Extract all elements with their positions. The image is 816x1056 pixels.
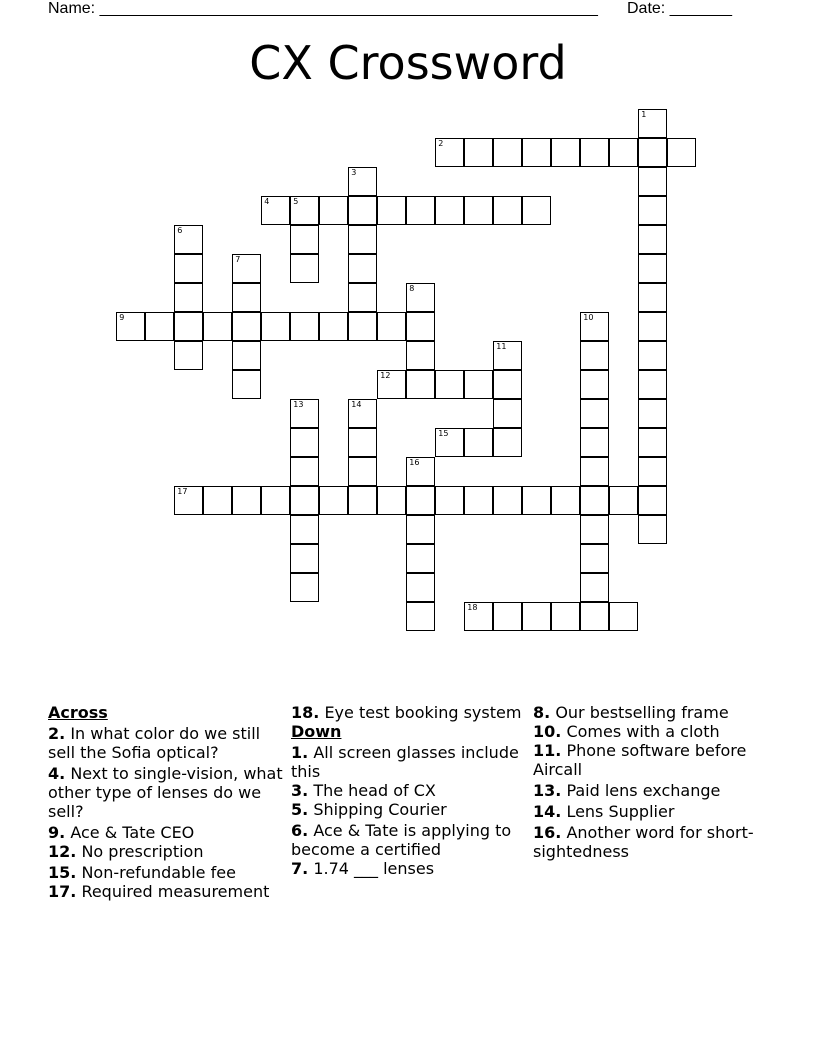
grid-cell[interactable]	[464, 196, 493, 225]
grid-cell[interactable]	[348, 254, 377, 283]
grid-cell[interactable]	[290, 486, 319, 515]
grid-cell[interactable]	[406, 573, 435, 602]
grid-cell[interactable]	[174, 486, 203, 515]
grid-cell[interactable]	[638, 341, 667, 370]
cell-number: 1	[641, 110, 647, 120]
grid-cell[interactable]	[406, 515, 435, 544]
grid-cell[interactable]	[551, 486, 580, 515]
clues-column-3	[533, 703, 773, 863]
grid-cell[interactable]	[290, 428, 319, 457]
clues-column-2	[291, 703, 531, 880]
grid-cell[interactable]	[638, 428, 667, 457]
grid-cell[interactable]	[377, 196, 406, 225]
grid-cell[interactable]	[174, 341, 203, 370]
clue-across-4: 4. Next to single-vision, what other type of lenses do we sell?	[48, 764, 283, 821]
grid-cell[interactable]	[609, 138, 638, 167]
grid-cell[interactable]	[174, 283, 203, 312]
cell-number: 12	[380, 371, 391, 381]
grid-cell[interactable]	[580, 573, 609, 602]
grid-cell[interactable]	[348, 196, 377, 225]
name-field[interactable]: Name: ________________________________________________________	[48, 0, 598, 17]
grid-cell[interactable]	[290, 254, 319, 283]
clue-down-1: 1. All screen glasses include this	[291, 743, 519, 781]
grid-cell[interactable]	[638, 225, 667, 254]
grid-cell[interactable]	[580, 138, 609, 167]
grid-cell[interactable]	[667, 138, 696, 167]
grid-cell[interactable]	[638, 457, 667, 486]
down-heading: Down	[291, 722, 342, 741]
grid-cell[interactable]	[406, 370, 435, 399]
grid-cell[interactable]	[232, 370, 261, 399]
grid-cell[interactable]	[580, 602, 609, 631]
cell-number: 10	[583, 313, 594, 323]
clue-down-6: 6. Ace & Tate is applying to become a certified	[291, 821, 512, 859]
grid-cell[interactable]	[377, 486, 406, 515]
grid-cell[interactable]	[377, 312, 406, 341]
across-heading: Across	[48, 703, 108, 722]
grid-cell[interactable]	[638, 283, 667, 312]
clue-down-10: 10. Comes with a cloth	[533, 722, 720, 741]
grid-cell[interactable]	[580, 515, 609, 544]
grid-cell[interactable]	[435, 138, 464, 167]
grid-cell[interactable]	[638, 138, 667, 167]
grid-cell[interactable]	[638, 109, 667, 138]
clues-column-1	[48, 703, 288, 903]
clue-down-7: 7. 1.74 ___ lenses	[291, 859, 435, 878]
clue-across-9: 9. Ace & Tate CEO	[48, 823, 195, 842]
grid-cell[interactable]	[406, 544, 435, 573]
grid-cell[interactable]	[116, 312, 145, 341]
clue-across-17: 17. Required measurement	[48, 882, 270, 901]
clue-across-15: 15. Non-refundable fee	[48, 863, 236, 882]
cell-number: 3	[351, 168, 357, 178]
grid-cell[interactable]	[522, 196, 551, 225]
grid-cell[interactable]	[493, 399, 522, 428]
grid-cell[interactable]	[406, 196, 435, 225]
grid-cell[interactable]	[638, 167, 667, 196]
grid-cell[interactable]	[203, 312, 232, 341]
grid-cell[interactable]	[348, 225, 377, 254]
grid-cell[interactable]	[290, 457, 319, 486]
grid-cell[interactable]	[493, 602, 522, 631]
grid-cell[interactable]	[406, 457, 435, 486]
cell-number: 8	[409, 284, 415, 294]
grid-cell[interactable]	[406, 486, 435, 515]
grid-cell[interactable]	[580, 544, 609, 573]
grid-cell[interactable]	[261, 312, 290, 341]
cell-number: 5	[293, 197, 299, 207]
grid-cell[interactable]	[261, 486, 290, 515]
grid-cell[interactable]	[493, 370, 522, 399]
grid-cell[interactable]	[145, 312, 174, 341]
grid-cell[interactable]	[174, 225, 203, 254]
grid-cell[interactable]	[522, 138, 551, 167]
grid-cell[interactable]	[580, 428, 609, 457]
grid-cell[interactable]	[580, 457, 609, 486]
grid-cell[interactable]	[609, 602, 638, 631]
grid-cell[interactable]	[290, 544, 319, 573]
cell-number: 13	[293, 400, 304, 410]
cell-number: 17	[177, 487, 188, 497]
grid-cell[interactable]	[464, 138, 493, 167]
grid-cell[interactable]	[232, 486, 261, 515]
grid-cell[interactable]	[174, 254, 203, 283]
cell-number: 2	[438, 139, 444, 149]
cell-number: 4	[264, 197, 270, 207]
grid-cell[interactable]	[638, 254, 667, 283]
grid-cell[interactable]	[493, 341, 522, 370]
grid-cell[interactable]	[580, 399, 609, 428]
grid-cell[interactable]	[551, 602, 580, 631]
clue-down-8: 8. Our bestselling frame	[533, 703, 729, 722]
grid-cell[interactable]	[319, 196, 348, 225]
grid-cell[interactable]	[290, 573, 319, 602]
clue-down-13: 13. Paid lens exchange	[533, 781, 721, 800]
grid-cell[interactable]	[261, 196, 290, 225]
grid-cell[interactable]	[522, 486, 551, 515]
cell-number: 14	[351, 400, 362, 410]
grid-cell[interactable]	[406, 602, 435, 631]
grid-cell[interactable]	[638, 370, 667, 399]
grid-cell[interactable]	[319, 312, 348, 341]
grid-cell[interactable]	[290, 312, 319, 341]
cell-number: 6	[177, 226, 183, 236]
grid-cell[interactable]	[232, 254, 261, 283]
grid-cell[interactable]	[493, 486, 522, 515]
grid-cell[interactable]	[232, 312, 261, 341]
grid-cell[interactable]	[638, 399, 667, 428]
grid-cell[interactable]	[493, 138, 522, 167]
grid-cell[interactable]	[580, 370, 609, 399]
grid-cell[interactable]	[348, 428, 377, 457]
grid-cell[interactable]	[348, 486, 377, 515]
grid-cell[interactable]	[580, 486, 609, 515]
grid-cell[interactable]	[348, 312, 377, 341]
cell-number: 15	[438, 429, 449, 439]
grid-cell[interactable]	[290, 399, 319, 428]
grid-cell[interactable]	[464, 370, 493, 399]
clue-across-18: 18. Eye test booking system	[291, 703, 522, 722]
cell-number: 16	[409, 458, 420, 468]
grid-cell[interactable]	[435, 370, 464, 399]
date-field[interactable]: Date: _______	[627, 0, 732, 17]
grid-cell[interactable]	[232, 341, 261, 370]
grid-cell[interactable]	[493, 428, 522, 457]
grid-cell[interactable]	[174, 312, 203, 341]
grid-cell[interactable]	[290, 515, 319, 544]
cell-number: 11	[496, 342, 507, 352]
clue-down-14: 14. Lens Supplier	[533, 802, 675, 821]
grid-cell[interactable]	[348, 283, 377, 312]
grid-cell[interactable]	[406, 283, 435, 312]
grid-cell[interactable]	[319, 486, 348, 515]
grid-cell[interactable]	[406, 341, 435, 370]
clue-down-5: 5. Shipping Courier	[291, 800, 447, 819]
grid-cell[interactable]	[638, 312, 667, 341]
grid-cell[interactable]	[290, 196, 319, 225]
grid-cell[interactable]	[406, 312, 435, 341]
grid-cell[interactable]	[348, 399, 377, 428]
grid-cell[interactable]	[435, 486, 464, 515]
grid-cell[interactable]	[290, 225, 319, 254]
grid-cell[interactable]	[493, 196, 522, 225]
grid-cell[interactable]	[435, 196, 464, 225]
grid-cell[interactable]	[377, 370, 406, 399]
clue-across-12: 12. No prescription	[48, 842, 204, 861]
cell-number: 7	[235, 255, 241, 265]
grid-cell[interactable]	[464, 486, 493, 515]
grid-cell[interactable]	[580, 341, 609, 370]
grid-cell[interactable]	[638, 515, 667, 544]
grid-cell[interactable]	[638, 196, 667, 225]
grid-cell[interactable]	[464, 428, 493, 457]
cell-number: 9	[119, 313, 125, 323]
grid-cell[interactable]	[551, 138, 580, 167]
grid-cell[interactable]	[580, 312, 609, 341]
grid-cell[interactable]	[464, 602, 493, 631]
grid-cell[interactable]	[638, 486, 667, 515]
cell-number: 18	[467, 603, 478, 613]
grid-cell[interactable]	[522, 602, 551, 631]
clue-across-2: 2. In what color do we still sell the Sofia optical?	[48, 724, 261, 762]
grid-cell[interactable]	[348, 457, 377, 486]
page-title: CX Crossword	[249, 36, 567, 90]
grid-cell[interactable]	[348, 167, 377, 196]
clue-down-11: 11. Phone software before Aircall	[533, 741, 747, 779]
grid-cell[interactable]	[609, 486, 638, 515]
grid-cell[interactable]	[435, 428, 464, 457]
clue-down-16: 16. Another word for short-sightedness	[533, 823, 754, 861]
clue-down-3: 3. The head of CX	[291, 781, 436, 800]
grid-cell[interactable]	[232, 283, 261, 312]
grid-cell[interactable]	[203, 486, 232, 515]
